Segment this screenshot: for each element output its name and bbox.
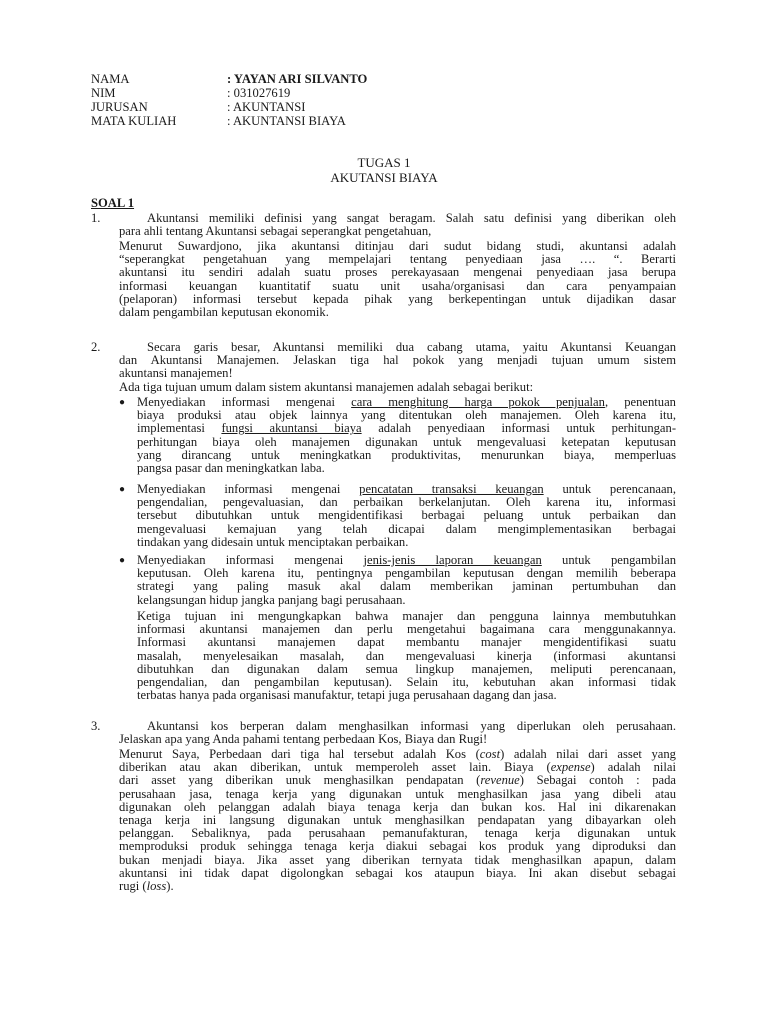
text-line: strategi yang paling masuk akal dalam memberikan jaminan pertumbuhan dan (137, 579, 676, 594)
bullet-text (137, 396, 676, 475)
header-value: : AKUNTANSI BIAYA (227, 114, 346, 128)
text-line: biaya produksi atau objek lainnya yang ditentukan oleh manajemen. Oleh karena itu, (137, 408, 676, 423)
text-line: Menyediakan informasi mengenai jenis-jenis laporan keuangan untuk pengambilan (137, 553, 677, 567)
header-value: : AKUNTANSI (227, 100, 306, 114)
text-line: akuntansi ini tidak dapat digolongkan sebagai kos ataupun biaya. Ini akan disebut sebagai (119, 865, 676, 880)
bullet-text (137, 483, 676, 549)
text-line: pengendalian, pengevaluasian, dan perbaikan berkelanjutan. Oleh karena itu, informasi (137, 495, 676, 510)
text-line: Menyediakan informasi mengenai pencatatan transaksi keuangan untuk perencanaan, (137, 482, 676, 496)
text-line: Secara garis besar, Akuntansi memiliki dua cabang utama, yaitu Akuntansi Keuangan (147, 340, 676, 354)
text-line: para ahli tentang Akuntansi sebagai seperangkat pengetahuan, (119, 224, 432, 239)
underlined-term: pencatatan transaksi keuangan (359, 482, 544, 496)
header-label: NAMA (91, 72, 130, 86)
underlined-term: jenis-jenis laporan keuangan (363, 553, 542, 567)
question-2-number: 2. (91, 340, 101, 354)
text-line: dari asset yang diberikan unuk menghasilkan pendapatan (revenue) Sebagai contoh : pada (119, 773, 677, 788)
text-line: mengevaluasi kemajuan yang telah dicapai dalam mengimplementasikan berbagai (137, 521, 676, 536)
header-label: MATA KULIAH (91, 114, 177, 128)
text-line: tersebut dibutuhkan untuk mengidentifikasi berbagai peluang untuk perbaikan dan (137, 508, 676, 523)
answer-2-intro (119, 381, 676, 394)
bullet-text (137, 554, 676, 607)
text-line: tenaga kerja ini langsung digunakan untuk menghasilkan pendapatan yang dibayarkan oleh (119, 813, 676, 828)
text-line: digunakan oleh pelanggan adalah biaya tenaga kerja dan bukan kos. Hal ini dikarenakan (119, 799, 676, 814)
underlined-term: fungsi akuntansi biaya (221, 421, 362, 436)
text-line: informasi keuangan kuantitatif suatu unit usaha/organisasi dan cara penyampaian (119, 278, 676, 293)
text-line: pelanggan. Sebaliknya, pada perusahaan pemanufakturan, tenaga kerja digunakan untuk (119, 826, 676, 841)
text-line: perhitungan biaya oleh manajemen digunakan untuk mengevaluasi ketepatan keputusan (137, 434, 676, 449)
text-line: Ketiga tujuan ini mengungkapkan bahwa manajer dan pengguna lainnya membutuhkan (137, 609, 676, 623)
text-line: “seperangkat pengetahuan yang mempelajari tentang penyediaan jasa …. “. Berarti (119, 252, 676, 267)
text-line: Jelaskan apa yang Anda pahami tentang perbedaan Kos, Biaya dan Rugi! (119, 732, 488, 747)
soal-heading: SOAL 1 (91, 196, 135, 210)
title-line-2: AKUTANSI BIAYA (330, 170, 438, 185)
question-1-number: 1. (91, 211, 101, 225)
title-line-1: TUGAS 1 (357, 155, 411, 170)
text-line: bukan menjadi biaya. Jika asset yang diberikan ternyata tidak menghasilkan apapun, dalam (119, 852, 676, 867)
text-line: akuntansi itu sendiri adalah suatu proses perekayasaan mengenai penyediaan jasa berupa (119, 265, 676, 280)
header-label: NIM (91, 86, 116, 100)
text-line: rugi (loss). (119, 879, 174, 894)
header-label: JURUSAN (91, 100, 148, 114)
text-line: (pelaporan) informasi tersebut kepada pihak yang berkepentingan untuk dijadikan dasar (119, 291, 676, 306)
text-line: dibutuhkan dan digunakan dalam semua lingkup manajemen, meliputi perencanaan, (137, 661, 676, 676)
text-line: Informasi akuntansi manajemen dapat membantu manajer mengidentifikasi suatu (137, 635, 676, 650)
answer-3-text (119, 748, 676, 893)
text-line: informasi akuntansi manajemen dan perlu mengetahui bagaimana cara menggunakannya. (137, 622, 676, 637)
text-line: Ada tiga tujuan umum dalam sistem akuntansi manajemen adalah sebagai berikut: (119, 380, 534, 394)
text-line: perusahaan jasa, tenaga kerja yang digunakan untuk menghasilkan jasa yang dibeli atau (119, 786, 676, 801)
italic-term: cost (479, 747, 501, 761)
question-3-number: 3. (91, 719, 101, 733)
header-value: : YAYAN ARI SILVANTO (227, 72, 368, 86)
text-line: implementasi fungsi akuntansi biaya adalah penyediaan informasi untuk perhitungan- (137, 421, 677, 436)
header-value: : 031027619 (227, 86, 291, 100)
italic-term: loss (146, 879, 167, 894)
text-line: pangsa pasar dan meningkatkan laba. (137, 461, 325, 476)
text-line: kelangsungan hidup jangka panjang bagi perusahaan. (137, 592, 406, 607)
bullet-dot-icon: ● (119, 484, 126, 495)
text-line: Akuntansi kos berperan dalam menghasilkan informasi yang diperlukan oleh perusahaan. (147, 719, 676, 733)
underlined-term: cara menghitung harga pokok penjualan (351, 395, 605, 409)
text-line: dalam pengambilan keputusan ekonomik. (119, 305, 329, 320)
text-line: tindakan yang didesain untuk menciptakan perbaikan. (137, 534, 409, 549)
text-line: dan Akuntansi Manajemen. Jelaskan tiga hal pokok yang menjadi tujuan umum sistem (119, 353, 676, 368)
answer-1-text (119, 240, 676, 319)
question-2-text (119, 341, 676, 381)
text-line: diberikan atau akan diberikan, untuk memperoleh asset lain. Biaya (expense) adalah nilai (119, 760, 676, 775)
bullet-dot-icon: ● (119, 555, 126, 566)
italic-term: expense (550, 760, 591, 775)
text-line: Akuntansi memiliki definisi yang sangat beragam. Salah satu definisi yang diberikan oleh (147, 211, 676, 225)
text-line: yang dirancang untuk meningkatkan produktivitas, menurunkan biaya, memperluas (137, 447, 676, 462)
text-line: Menurut Saya, Perbedaan dari tiga hal tersebut adalah Kos (cost) adalah nilai dari asset yang (119, 747, 676, 761)
text-line: memproduksi produk sehingga tenaga kerja diakui sebagai kos produk yang diproduksi dan (119, 839, 676, 854)
text-line: Menyediakan informasi mengenai cara menghitung harga pokok penjualan, penentuan (137, 395, 676, 409)
bullet-dot-icon: ● (119, 397, 126, 408)
text-line: terbatas hanya pada organisasi manufaktur, tetapi juga perusahaan dagang dan jasa. (137, 688, 557, 703)
italic-term: revenue (480, 773, 520, 788)
text-line: akuntansi manajemen! (119, 366, 233, 381)
text-line: Menurut Suwardjono, jika akuntansi ditinjau dari sudut bidang studi, akuntansi adalah (119, 239, 676, 253)
text-line: masalah, menyelesaikan masalah, dan mengevaluasi kinerja (informasi akuntansi (137, 648, 676, 663)
answer-2-closing (137, 610, 676, 702)
text-line: keputusan. Oleh karena itu, pentingnya pengambilan keputusan dengan memilih beberapa (137, 566, 676, 581)
question-3-text (119, 720, 676, 746)
text-line: pengendalian, dan pengambilan keputusan). Selain itu, kebutuhan akan informasi tidak (137, 675, 676, 690)
question-1-text (119, 212, 676, 238)
